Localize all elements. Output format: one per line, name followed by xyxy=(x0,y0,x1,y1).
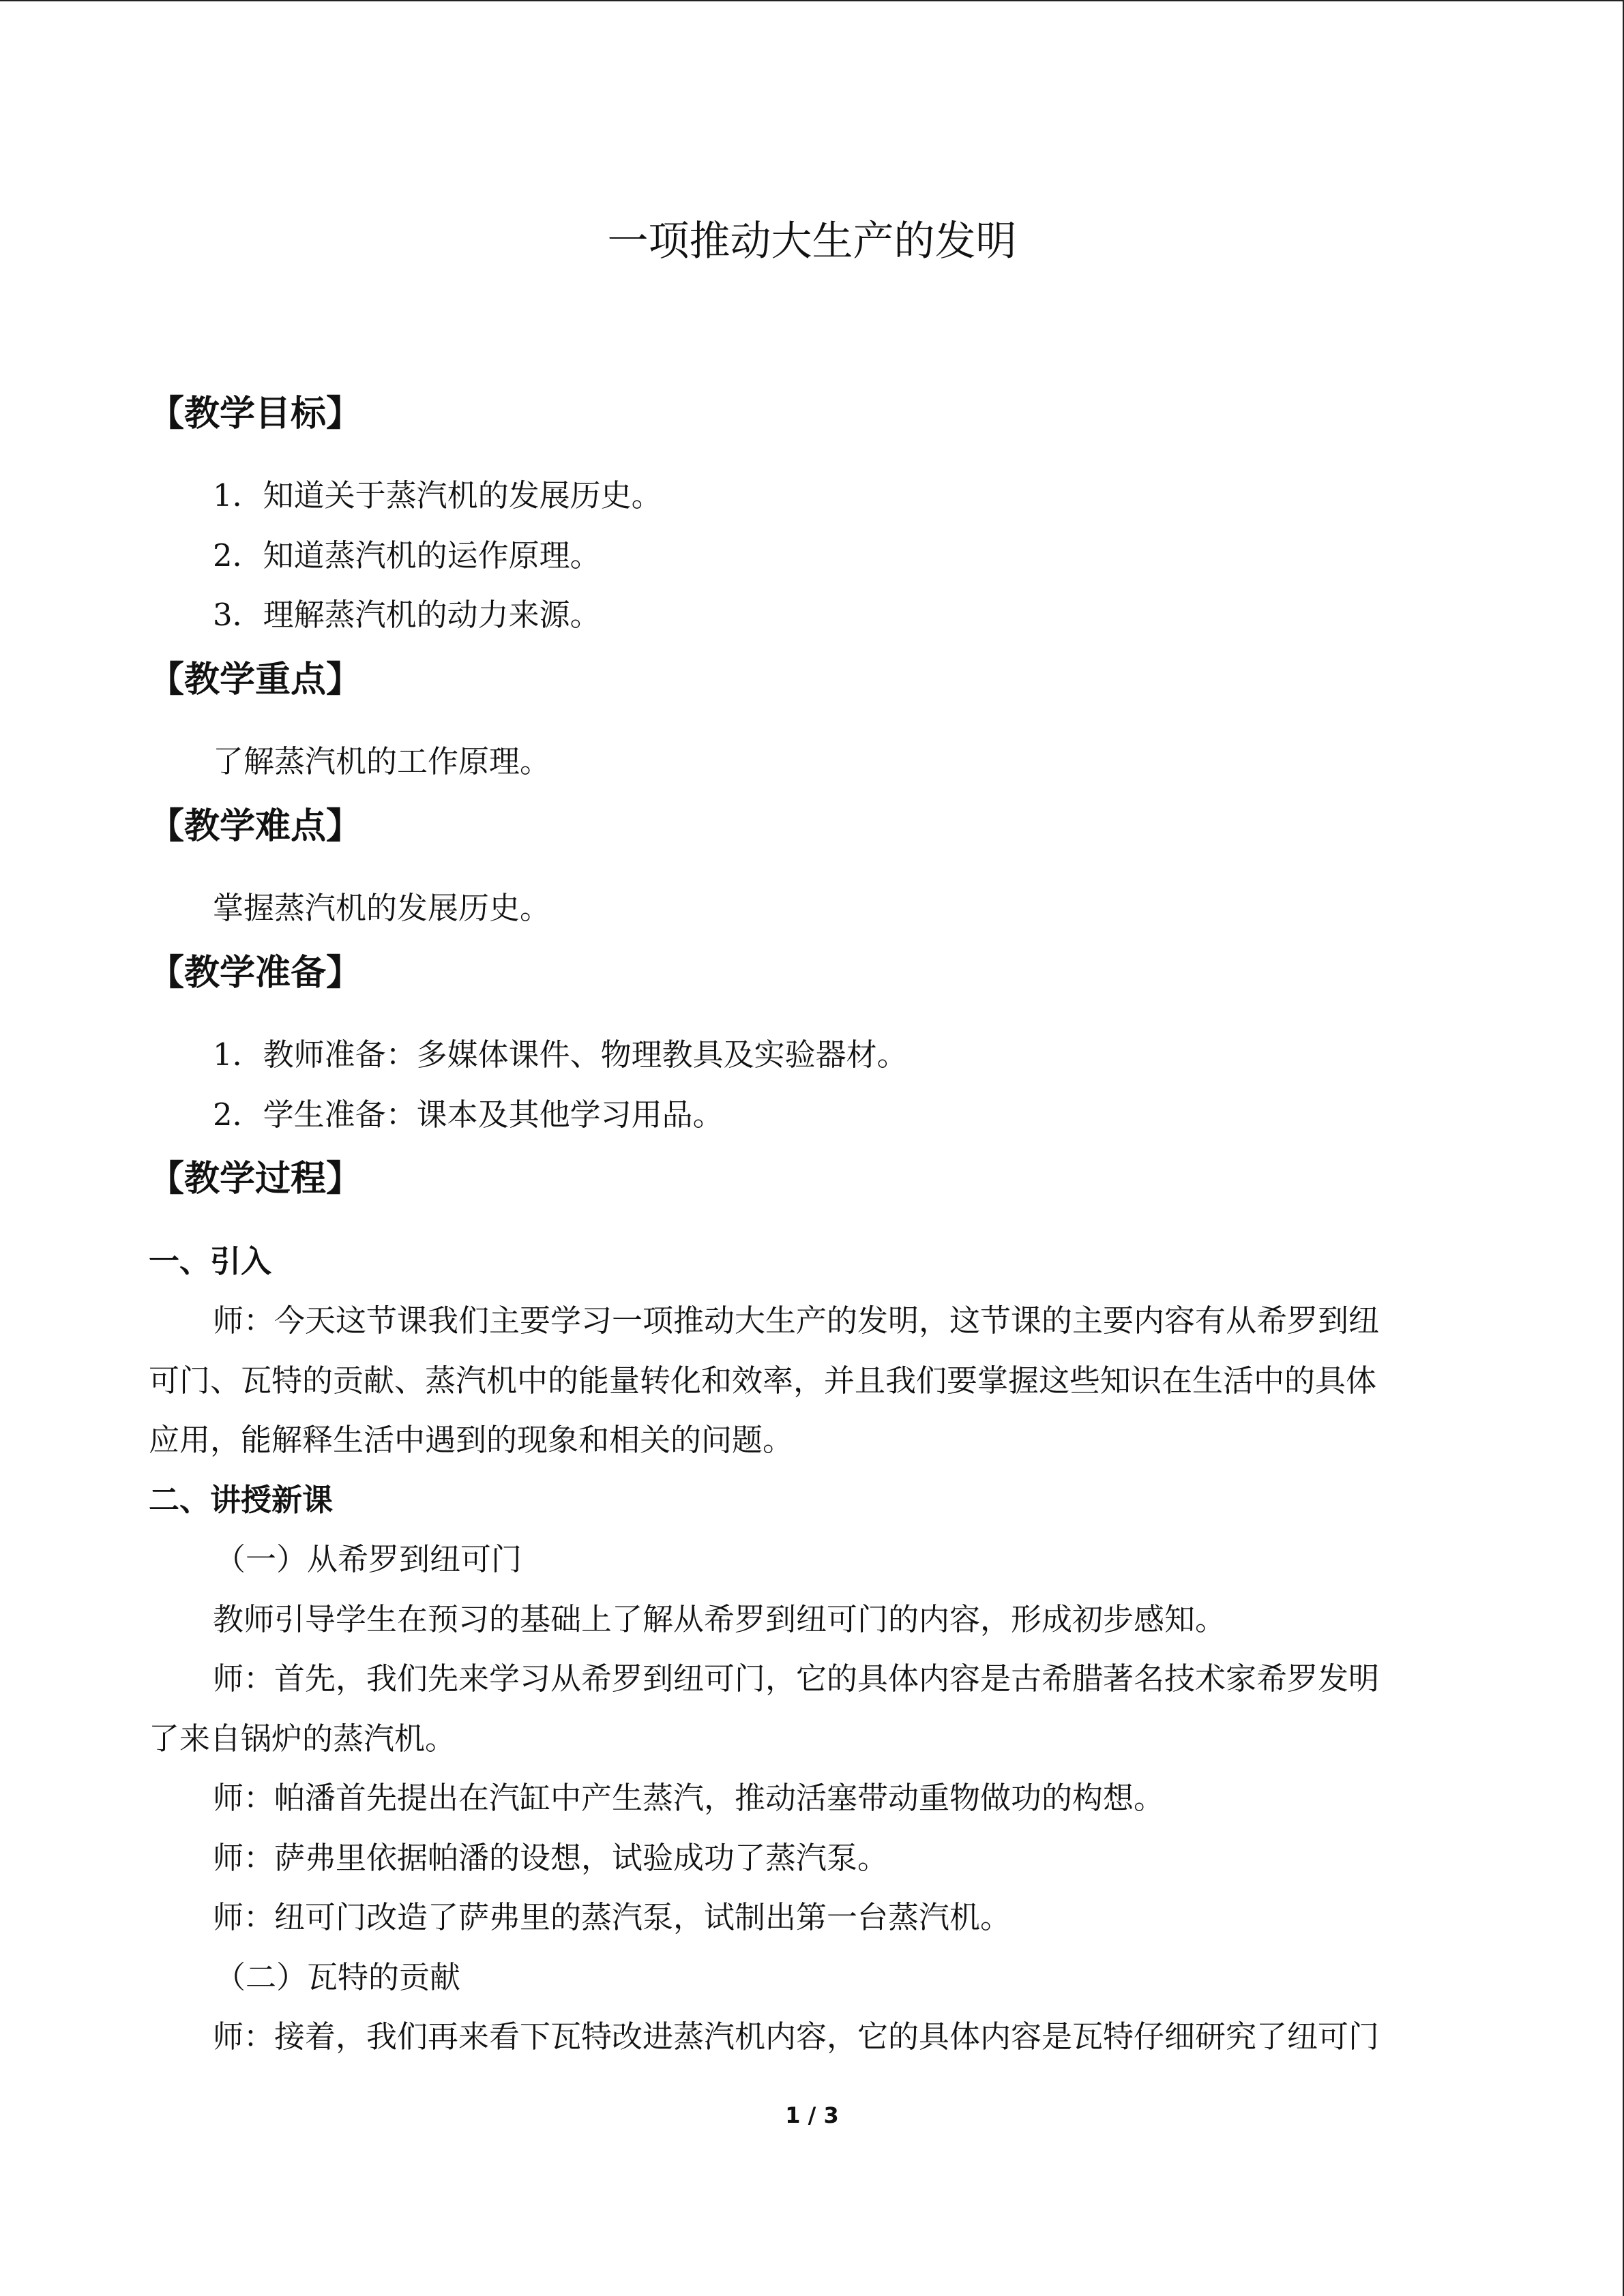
intro-line-2: 可门、瓦特的贡献、蒸汽机中的能量转化和效率，并且我们要掌握这些知识在生活中的具体 xyxy=(149,1362,1377,1399)
part1-heading: （一）从希罗到纽可门 xyxy=(215,1541,522,1577)
preparation-item-1: 1．教师准备：多媒体课件、物理教具及实验器材。 xyxy=(213,1037,908,1073)
part1-line-3: 了来自锅炉的蒸汽机。 xyxy=(149,1720,456,1757)
objective-item-3: 3．理解蒸汽机的动力来源。 xyxy=(213,597,601,633)
preparation-item-2: 2．学生准备：课本及其他学习用品。 xyxy=(213,1097,724,1133)
intro-line-1: 师：今天这节课我们主要学习一项推动大生产的发明，这节课的主要内容有从希罗到纽 xyxy=(213,1302,1380,1339)
part1-line-6: 师：纽可门改造了萨弗里的蒸汽泵，试制出第一台蒸汽机。 xyxy=(213,1899,1012,1935)
objective-item-1: 1．知道关于蒸汽机的发展历史。 xyxy=(213,477,662,513)
new-lesson-heading: 二、讲授新课 xyxy=(149,1482,334,1518)
part1-line-2: 师：首先，我们先来学习从希罗到纽可门，它的具体内容是古希腊著名技术家希罗发明 xyxy=(213,1660,1380,1697)
page-number: 1 / 3 xyxy=(785,2102,839,2128)
process-heading: 【教学过程】 xyxy=(149,1159,362,1199)
intro-heading: 一、引入 xyxy=(149,1243,272,1279)
preparation-heading: 【教学准备】 xyxy=(149,953,362,994)
part2-line-1: 师：接着，我们再来看下瓦特改进蒸汽机内容，它的具体内容是瓦特仔细研究了纽可门 xyxy=(213,2018,1380,2055)
key-points-text: 了解蒸汽机的工作原理。 xyxy=(213,743,551,779)
objective-item-2: 2．知道蒸汽机的运作原理。 xyxy=(213,537,601,573)
intro-line-3: 应用，能解释生活中遇到的现象和相关的问题。 xyxy=(149,1422,794,1458)
part2-heading: （二）瓦特的贡献 xyxy=(215,1959,461,1995)
part1-line-5: 师：萨弗里依据帕潘的设想，试验成功了蒸汽泵。 xyxy=(213,1840,889,1876)
difficulties-text: 掌握蒸汽机的发展历史。 xyxy=(213,890,551,926)
part1-line-4: 师：帕潘首先提出在汽缸中产生蒸汽，推动活塞带动重物做功的构想。 xyxy=(213,1780,1165,1816)
objectives-heading: 【教学目标】 xyxy=(149,393,362,434)
difficulties-heading: 【教学难点】 xyxy=(149,806,362,847)
key-points-heading: 【教学重点】 xyxy=(149,659,362,700)
page-title: 一项推动大生产的发明 xyxy=(607,218,1017,265)
part1-line-1: 教师引导学生在预习的基础上了解从希罗到纽可门的内容，形成初步感知。 xyxy=(213,1601,1226,1637)
